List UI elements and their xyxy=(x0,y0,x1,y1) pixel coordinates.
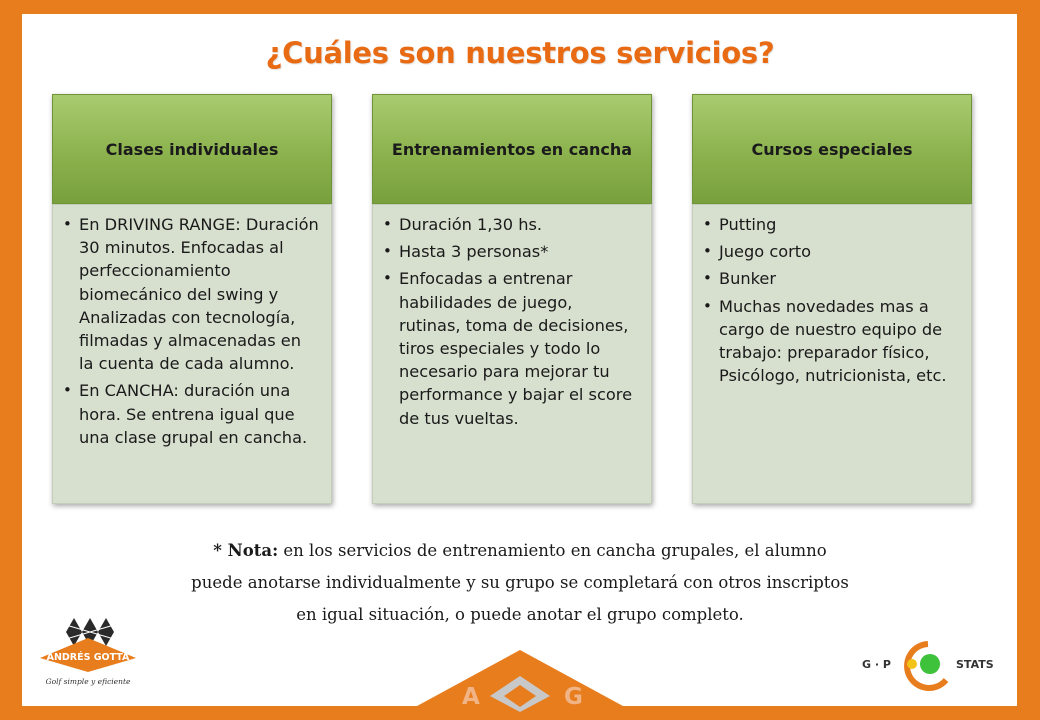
service-card-cursos-especiales xyxy=(692,94,972,504)
note-line-1 xyxy=(120,541,920,560)
stats-circle-icon xyxy=(902,640,954,692)
ag-letter-a: A xyxy=(462,684,480,710)
list-item: • Bunker xyxy=(703,267,959,290)
card-list xyxy=(383,213,639,430)
card-body xyxy=(52,204,332,504)
card-heading: Clases individuales xyxy=(52,94,332,204)
list-item: • Muchas novedades mas a cargo de nuestro equipo de trabajo: preparador físico, Psicólogo, nutricionista, etc. xyxy=(703,295,959,388)
argyle-logo-icon xyxy=(36,612,140,692)
andres-gotta-logo xyxy=(36,612,140,692)
logo-name-text: ANDRÉS GOTTA xyxy=(46,652,130,663)
card-heading: Cursos especiales xyxy=(692,94,972,204)
list-item: • En DRIVING RANGE: Duración 30 minutos. Enfocadas al perfeccionamiento biomecánico del swing y Analizadas con tecnología, filmadas y almacenadas en la cuenta de cada alumno. xyxy=(63,213,319,375)
list-item: • Juego corto xyxy=(703,240,959,263)
gp-stats-logo xyxy=(858,640,998,692)
list-item: • Putting xyxy=(703,213,959,236)
note-label: * Nota: xyxy=(213,541,279,560)
service-card-clases-individuales xyxy=(52,94,332,504)
list-item: • En CANCHA: duración una hora. Se entrena igual que una clase grupal en cancha. xyxy=(63,379,319,449)
note-line-2: puede anotarse individualmente y su grupo se completará con otros inscriptos xyxy=(191,573,849,592)
note-text: en los servicios de entrenamiento en cancha grupales, el alumno xyxy=(278,541,827,560)
card-list xyxy=(63,213,319,449)
ag-logo xyxy=(406,650,634,712)
note-line-3: en igual situación, o puede anotar el grupo completo. xyxy=(296,605,744,624)
service-card-entrenamientos xyxy=(372,94,652,504)
page-title: ¿Cuáles son nuestros servicios? xyxy=(265,36,775,70)
list-item: • Hasta 3 personas* xyxy=(383,240,639,263)
ag-diamond-icon xyxy=(406,650,634,712)
card-body xyxy=(692,204,972,504)
ag-letter-g: G xyxy=(564,684,583,710)
gp-text: G · P xyxy=(862,658,891,671)
stats-text: STATS xyxy=(956,658,994,671)
card-heading: Entrenamientos en cancha xyxy=(372,94,652,204)
card-body xyxy=(372,204,652,504)
list-item: • Duración 1,30 hs. xyxy=(383,213,639,236)
card-list xyxy=(703,213,959,387)
logo-tagline-text: Golf simple y eficiente xyxy=(45,677,131,686)
list-item: • Enfocadas a entrenar habilidades de juego, rutinas, toma de decisiones, tiros especiales y todo lo necesario para mejorar tu performance y bajar el score de tus vueltas. xyxy=(383,267,639,429)
